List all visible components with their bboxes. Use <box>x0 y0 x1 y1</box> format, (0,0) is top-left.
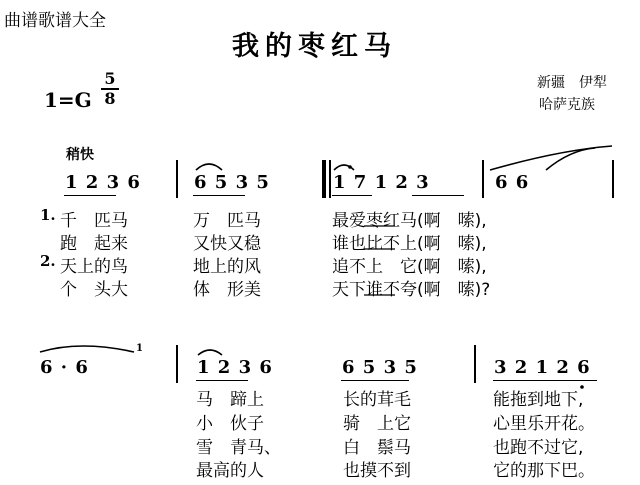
lyric-text: 马 蹄上 <box>196 390 264 410</box>
measure-notes: 6 · 6 <box>40 357 89 378</box>
verse-number: 2. <box>40 252 56 270</box>
lyric-text: 心里乐开花。 <box>493 414 595 434</box>
lyric-text: 也摸不到 <box>343 461 411 481</box>
slur <box>196 164 222 170</box>
tie <box>40 346 134 352</box>
time-signature-top: 5 <box>104 69 116 88</box>
slur <box>198 350 222 355</box>
key-signature: 1=G <box>44 88 92 112</box>
lyric-text: 最爱枣红马(啊 嗦), <box>332 211 487 231</box>
lyric-text: 个 头大 <box>60 280 128 300</box>
lyric-text: 跑 起来 <box>60 234 128 254</box>
measure-notes: 6 5 3 5 <box>194 172 270 193</box>
verse-number: 1. <box>40 206 56 224</box>
lyric-text: 最高的人 <box>196 461 264 481</box>
tempo-marking: 稍快 <box>66 147 94 163</box>
lyric-text: 长的茸毛 <box>343 390 411 410</box>
measure-notes: 1 2 3 6 <box>65 172 141 193</box>
lyric-text: 谁也比不上(啊 嗦), <box>332 234 487 254</box>
lyric-text: 雪 青马、 <box>196 438 281 458</box>
measure-notes: 6 6 <box>495 172 530 193</box>
lyric-text: 骑 上它 <box>343 414 411 434</box>
lyric-text: 天下谁不夸(啊 嗦)? <box>332 280 491 300</box>
lyric-text: 地上的风 <box>193 257 261 277</box>
measure-notes: 1 7 1 2 3 <box>333 172 430 193</box>
octave-dot <box>348 165 352 169</box>
watermark: 曲谱歌谱大全 <box>4 11 106 31</box>
lyric-text: 千 匹马 <box>60 211 128 231</box>
lyric-text: 又快又稳 <box>193 234 261 254</box>
origin-ethnicity: 哈萨克族 <box>539 97 595 113</box>
measure-notes: 6 5 3 5 <box>342 357 418 378</box>
measure-notes: 1 2 3 6 <box>197 357 273 378</box>
time-signature-bottom: 8 <box>104 89 116 108</box>
measure-notes: 3 2 1 2 6 <box>494 357 591 378</box>
lyric-text: 天上的鸟 <box>60 257 128 277</box>
lyric-text: 能拖到地下, <box>493 390 584 410</box>
lyric-text: 白 鬃马 <box>343 438 411 458</box>
lyric-text: 它的那下巴。 <box>493 461 595 481</box>
lyric-text: 小 伙子 <box>196 414 264 434</box>
lyric-text: 万 匹马 <box>193 211 261 231</box>
grace-note: 1 <box>136 343 143 354</box>
lyric-text: 追不上 它(啊 嗦), <box>332 257 487 277</box>
origin-region: 新疆 伊犁 <box>537 75 607 91</box>
lyric-text: 体 形美 <box>193 280 261 300</box>
song-title: 我的枣红马 <box>232 31 397 62</box>
lyric-text: 也跑不过它, <box>493 438 584 458</box>
octave-dot <box>580 385 584 389</box>
